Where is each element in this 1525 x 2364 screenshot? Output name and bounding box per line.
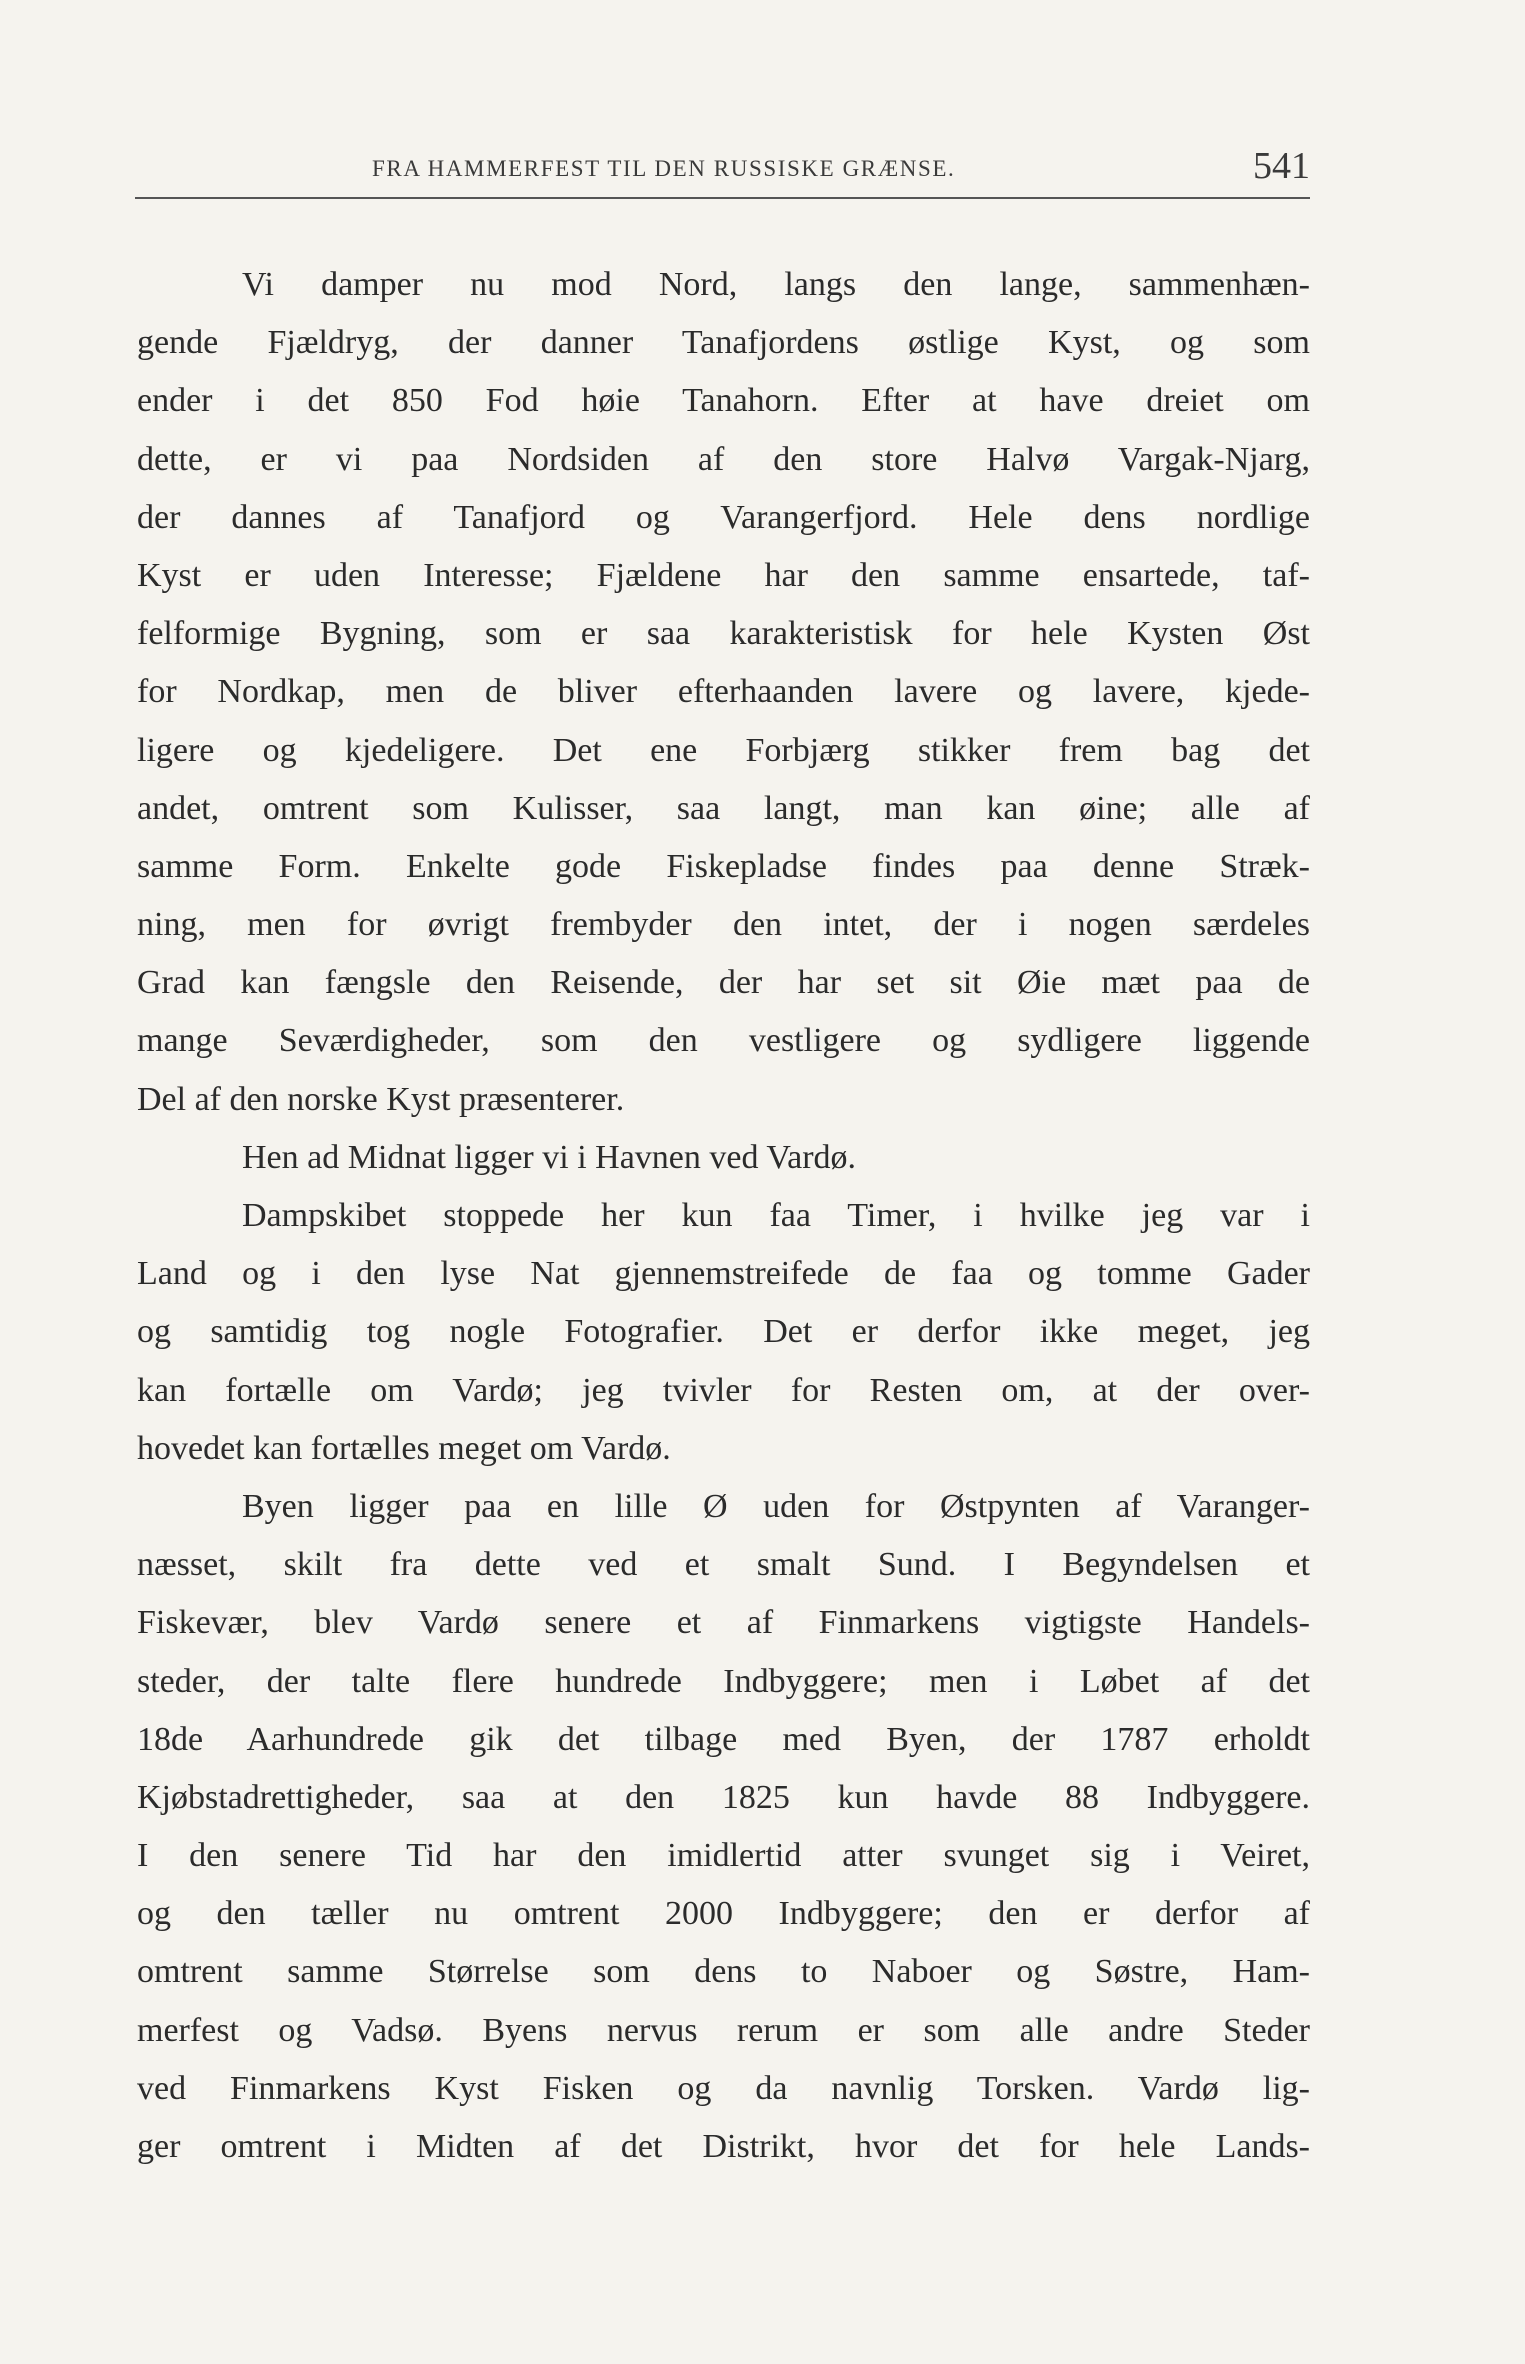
- text-line: ning, men for øvrigt frembyder den intet, der i nogen særdeles: [137, 906, 1310, 944]
- header-rule: [135, 197, 1310, 199]
- text-line: Land og i den lyse Nat gjennemstreifede de faa og tomme Gader: [137, 1255, 1310, 1293]
- page-number: 541: [1253, 145, 1310, 187]
- text-line: gende Fjældryg, der danner Tanafjordens østlige Kyst, og som: [137, 324, 1310, 362]
- text-line: samme Form. Enkelte gode Fiskepladse findes paa denne Stræk-: [137, 847, 1310, 885]
- text-line: ger omtrent i Midten af det Distrikt, hvor det for hele Lands-: [137, 2128, 1310, 2165]
- text-line: steder, der talte flere hundrede Indbyggere; men i Løbet af det: [137, 1662, 1310, 1700]
- text-line: hovedet kan fortælles meget om Vardø.: [137, 1429, 671, 1467]
- text-line: ligere og kjedeligere. Det ene Forbjærg stikker frem bag det: [137, 731, 1310, 769]
- text-line: ender i det 850 Fod høie Tanahorn. Efter at have dreiet om: [137, 382, 1310, 420]
- text-line: andet, omtrent som Kulisser, saa langt, man kan øine; alle af: [137, 789, 1310, 827]
- text-line: Vi damper nu mod Nord, langs den lange, sammenhæn-: [242, 266, 1310, 303]
- text-line: kan fortælle om Vardø; jeg tvivler for Resten om, at der over-: [137, 1371, 1310, 1409]
- text-line: Byen ligger paa en lille Ø uden for Østpynten af Varanger-: [242, 1487, 1310, 1525]
- body-text: [137, 256, 1310, 2176]
- text-line: mange Seværdigheder, som den vestligere og sydligere liggende: [137, 1022, 1310, 1060]
- page-header: [135, 142, 1310, 192]
- text-line: Del af den norske Kyst præsenterer.: [137, 1080, 625, 1118]
- text-line: merfest og Vadsø. Byens nervus rerum er som alle andre Steder: [137, 2011, 1310, 2049]
- text-line: og samtidig tog nogle Fotografier. Det er derfor ikke meget, jeg: [137, 1313, 1310, 1351]
- text-line: Grad kan fængsle den Reisende, der har set sit Øie mæt paa de: [137, 964, 1310, 1002]
- text-line: felformige Bygning, som er saa karakteristisk for hele Kysten Øst: [137, 615, 1310, 653]
- text-line: næsset, skilt fra dette ved et smalt Sund. I Begyndelsen et: [137, 1546, 1310, 1584]
- text-line: omtrent samme Størrelse som dens to Naboer og Søstre, Ham-: [137, 1953, 1310, 1991]
- text-line: Kyst er uden Interesse; Fjældene har den samme ensartede, taf-: [137, 556, 1310, 594]
- text-line: dette, er vi paa Nordsiden af den store Halvø Vargak-Njarg,: [137, 440, 1310, 478]
- text-line: I den senere Tid har den imidlertid atter svunget sig i Veiret,: [137, 1837, 1310, 1875]
- text-line: Dampskibet stoppede her kun faa Timer, i hvilke jeg var i: [242, 1197, 1310, 1234]
- text-line: 18de Aarhundrede gik det tilbage med Byen, der 1787 erholdt: [137, 1720, 1310, 1758]
- text-line: ved Finmarkens Kyst Fisken og da navnlig Torsken. Vardø lig-: [137, 2069, 1310, 2107]
- text-line: Kjøbstadrettigheder, saa at den 1825 kun havde 88 Indbyggere.: [137, 1778, 1310, 1816]
- text-line: Hen ad Midnat ligger vi i Havnen ved Vardø.: [242, 1138, 857, 1176]
- text-line: for Nordkap, men de bliver efterhaanden lavere og lavere, kjede-: [137, 673, 1310, 711]
- text-line: og den tæller nu omtrent 2000 Indbyggere; den er derfor af: [137, 1895, 1310, 1933]
- text-line: der dannes af Tanafjord og Varangerfjord. Hele dens nordlige: [137, 498, 1310, 536]
- running-head: FRA HAMMERFEST TIL DEN RUSSISKE GRÆNSE.: [372, 156, 956, 181]
- text-line: Fiskevær, blev Vardø senere et af Finmarkens vigtigste Handels-: [137, 1604, 1310, 1642]
